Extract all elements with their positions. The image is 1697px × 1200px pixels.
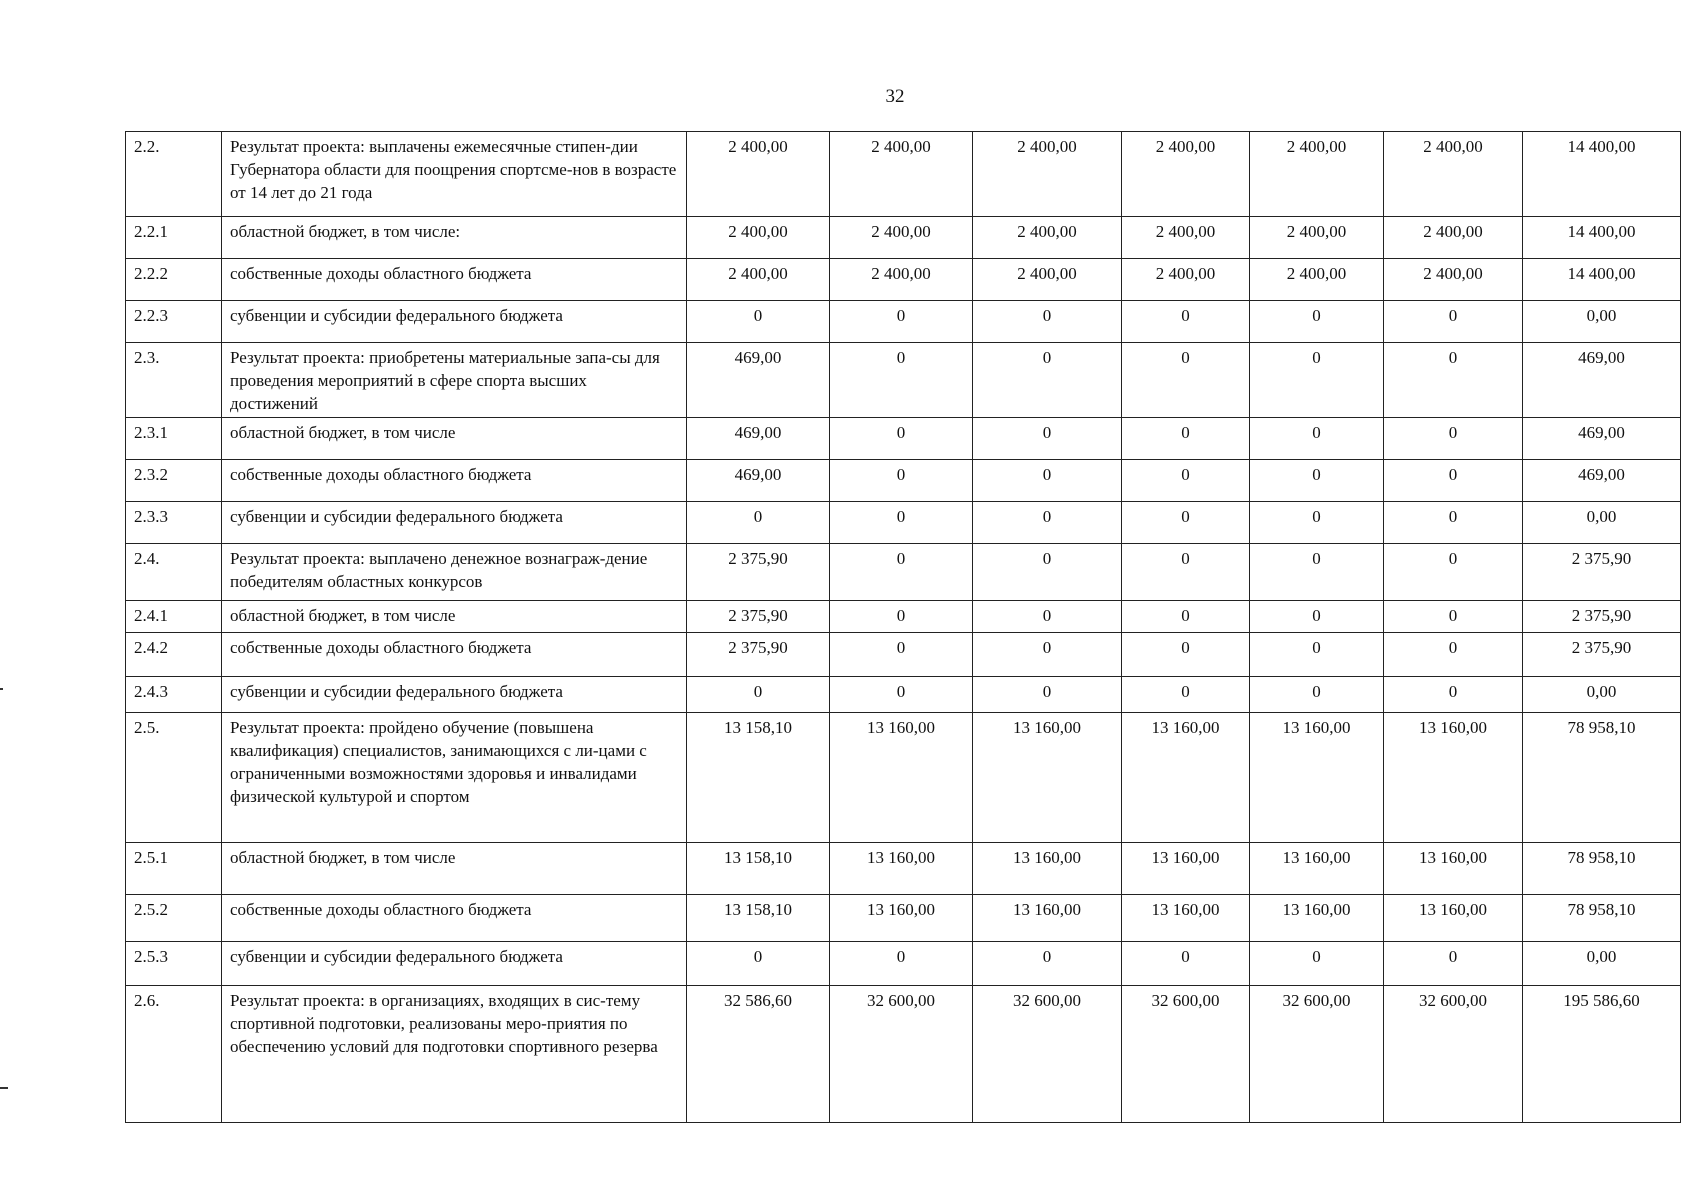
- page-number: 32: [885, 86, 905, 107]
- table-row: [126, 633, 1681, 677]
- row-code: 2.2.3: [126, 301, 222, 343]
- row-value: 32 600,00: [1250, 986, 1384, 1123]
- row-value: 2 400,00: [1384, 259, 1523, 301]
- row-value: 13 158,10: [687, 895, 830, 942]
- row-value: 0: [1250, 677, 1384, 713]
- row-value: 0: [1122, 544, 1250, 601]
- table-row: [126, 677, 1681, 713]
- row-value: 2 400,00: [687, 132, 830, 217]
- row-code: 2.3.2: [126, 460, 222, 502]
- row-value: 0: [1250, 460, 1384, 502]
- row-value: 2 400,00: [1384, 132, 1523, 217]
- row-value: 0: [1122, 418, 1250, 460]
- row-value: 0: [1250, 633, 1384, 677]
- row-value: 2 375,90: [687, 633, 830, 677]
- row-description: областной бюджет, в том числе: [222, 601, 687, 633]
- row-description: Результат проекта: в организациях, входящих в сис-тему спортивной подготовки, реализованы меро-приятия по обеспечению условий для подготовки спортивного резерва: [222, 986, 687, 1123]
- row-code: 2.5.1: [126, 843, 222, 895]
- table-row: [126, 895, 1681, 942]
- row-value: 0: [973, 502, 1122, 544]
- row-value: 469,00: [687, 418, 830, 460]
- row-value: 13 160,00: [830, 713, 973, 843]
- row-value: 32 600,00: [973, 986, 1122, 1123]
- row-code: 2.5.: [126, 713, 222, 843]
- row-value: 0: [1122, 301, 1250, 343]
- row-description: собственные доходы областного бюджета: [222, 460, 687, 502]
- row-total: 14 400,00: [1523, 217, 1681, 259]
- row-description: Результат проекта: приобретены материальные запа-сы для проведения мероприятий в сфере спорта высших достижений: [222, 343, 687, 418]
- row-total: 78 958,10: [1523, 843, 1681, 895]
- row-value: 2 400,00: [1122, 259, 1250, 301]
- table-row: [126, 343, 1681, 418]
- row-value: 0: [1384, 418, 1523, 460]
- row-value: 0: [830, 601, 973, 633]
- row-description: субвенции и субсидии федерального бюджета: [222, 942, 687, 986]
- row-description: Результат проекта: пройдено обучение (повышена квалификация) специалистов, занимающихся с ли-цами с ограниченными возможностями здоровья и инвалидами физической культурой и спортом: [222, 713, 687, 843]
- row-value: 2 400,00: [973, 132, 1122, 217]
- row-value: 2 375,90: [687, 544, 830, 601]
- row-value: 0: [973, 418, 1122, 460]
- row-total: 2 375,90: [1523, 633, 1681, 677]
- row-value: 0: [1384, 460, 1523, 502]
- row-value: 0: [1122, 942, 1250, 986]
- row-value: 0: [1122, 502, 1250, 544]
- row-value: 32 600,00: [1122, 986, 1250, 1123]
- row-value: 0: [830, 677, 973, 713]
- table-row: [126, 601, 1681, 633]
- row-total: 14 400,00: [1523, 259, 1681, 301]
- row-description: собственные доходы областного бюджета: [222, 633, 687, 677]
- row-value: 0: [1250, 343, 1384, 418]
- row-value: 0: [830, 460, 973, 502]
- row-value: 13 160,00: [1250, 713, 1384, 843]
- row-total: 78 958,10: [1523, 895, 1681, 942]
- row-value: 2 400,00: [1250, 132, 1384, 217]
- table-row: [126, 544, 1681, 601]
- table-row: [126, 942, 1681, 986]
- row-value: 13 158,10: [687, 713, 830, 843]
- row-total: 469,00: [1523, 418, 1681, 460]
- row-value: 13 160,00: [973, 895, 1122, 942]
- row-total: 0,00: [1523, 677, 1681, 713]
- row-value: 13 160,00: [830, 843, 973, 895]
- row-total: 0,00: [1523, 502, 1681, 544]
- row-code: 2.3.1: [126, 418, 222, 460]
- row-code: 2.3.3: [126, 502, 222, 544]
- row-value: 469,00: [687, 460, 830, 502]
- row-code: 2.2.: [126, 132, 222, 217]
- row-value: 0: [830, 418, 973, 460]
- row-total: 78 958,10: [1523, 713, 1681, 843]
- row-value: 0: [973, 544, 1122, 601]
- row-description: областной бюджет, в том числе:: [222, 217, 687, 259]
- row-value: 13 160,00: [1384, 895, 1523, 942]
- margin-mark: [0, 1087, 8, 1089]
- row-code: 2.2.1: [126, 217, 222, 259]
- row-description: Результат проекта: выплачены ежемесячные стипен-дии Губернатора области для поощрения спортсме-нов в возрасте от 14 лет до 21 года: [222, 132, 687, 217]
- row-value: 0: [830, 544, 973, 601]
- row-value: 13 158,10: [687, 843, 830, 895]
- row-value: 0: [830, 343, 973, 418]
- row-value: 2 400,00: [830, 259, 973, 301]
- row-value: 13 160,00: [1384, 713, 1523, 843]
- row-value: 0: [973, 677, 1122, 713]
- row-value: 13 160,00: [973, 713, 1122, 843]
- row-value: 2 400,00: [1250, 217, 1384, 259]
- row-value: 0: [1384, 677, 1523, 713]
- row-description: Результат проекта: выплачено денежное вознаграж-дение победителям областных конкурсов: [222, 544, 687, 601]
- row-value: 0: [973, 942, 1122, 986]
- row-value: 0: [1384, 942, 1523, 986]
- table-row: [126, 132, 1681, 217]
- row-value: 2 400,00: [1384, 217, 1523, 259]
- row-value: 0: [1384, 633, 1523, 677]
- row-value: 2 400,00: [973, 217, 1122, 259]
- row-value: 0: [973, 601, 1122, 633]
- row-value: 0: [687, 677, 830, 713]
- row-total: 14 400,00: [1523, 132, 1681, 217]
- row-code: 2.5.3: [126, 942, 222, 986]
- row-value: 0: [830, 633, 973, 677]
- row-total: 195 586,60: [1523, 986, 1681, 1123]
- row-value: 32 600,00: [830, 986, 973, 1123]
- row-value: 2 400,00: [1122, 217, 1250, 259]
- row-value: 469,00: [687, 343, 830, 418]
- budget-table: [125, 131, 1681, 1123]
- row-value: 13 160,00: [1122, 843, 1250, 895]
- row-value: 0: [687, 942, 830, 986]
- row-code: 2.2.2: [126, 259, 222, 301]
- table-row: [126, 986, 1681, 1123]
- row-value: 13 160,00: [1384, 843, 1523, 895]
- row-value: 0: [1384, 544, 1523, 601]
- row-value: 0: [973, 343, 1122, 418]
- row-value: 0: [1384, 343, 1523, 418]
- row-value: 13 160,00: [1122, 895, 1250, 942]
- table-row: [126, 502, 1681, 544]
- row-description: субвенции и субсидии федерального бюджета: [222, 301, 687, 343]
- row-description: собственные доходы областного бюджета: [222, 895, 687, 942]
- row-value: 0: [1250, 502, 1384, 544]
- row-value: 13 160,00: [830, 895, 973, 942]
- row-total: 0,00: [1523, 942, 1681, 986]
- row-description: субвенции и субсидии федерального бюджета: [222, 502, 687, 544]
- table-row: [126, 418, 1681, 460]
- row-value: 13 160,00: [1122, 713, 1250, 843]
- row-value: 0: [1122, 677, 1250, 713]
- row-value: 2 375,90: [687, 601, 830, 633]
- row-value: 0: [1122, 601, 1250, 633]
- row-value: 2 400,00: [687, 217, 830, 259]
- row-value: 2 400,00: [830, 132, 973, 217]
- row-value: 2 400,00: [830, 217, 973, 259]
- table-row: [126, 259, 1681, 301]
- table-row: [126, 301, 1681, 343]
- row-value: 13 160,00: [1250, 843, 1384, 895]
- row-code: 2.3.: [126, 343, 222, 418]
- row-value: 32 586,60: [687, 986, 830, 1123]
- row-value: 2 400,00: [687, 259, 830, 301]
- row-value: 13 160,00: [973, 843, 1122, 895]
- row-value: 32 600,00: [1384, 986, 1523, 1123]
- row-value: 0: [1250, 544, 1384, 601]
- row-description: собственные доходы областного бюджета: [222, 259, 687, 301]
- table-body: [126, 132, 1681, 1123]
- row-value: 2 400,00: [1122, 132, 1250, 217]
- row-value: 0: [973, 460, 1122, 502]
- row-value: 0: [830, 502, 973, 544]
- margin-mark: [0, 688, 3, 690]
- row-value: 0: [973, 633, 1122, 677]
- row-total: 469,00: [1523, 460, 1681, 502]
- row-code: 2.5.2: [126, 895, 222, 942]
- row-value: 0: [830, 942, 973, 986]
- table-row: [126, 713, 1681, 843]
- row-value: 0: [1122, 633, 1250, 677]
- row-code: 2.4.2: [126, 633, 222, 677]
- table-row: [126, 460, 1681, 502]
- row-value: 0: [973, 301, 1122, 343]
- row-value: 0: [1250, 601, 1384, 633]
- row-value: 0: [1250, 942, 1384, 986]
- row-value: 0: [1384, 502, 1523, 544]
- row-value: 2 400,00: [973, 259, 1122, 301]
- row-description: субвенции и субсидии федерального бюджета: [222, 677, 687, 713]
- table-row: [126, 217, 1681, 259]
- row-code: 2.4.1: [126, 601, 222, 633]
- row-value: 13 160,00: [1250, 895, 1384, 942]
- table-row: [126, 843, 1681, 895]
- row-value: 0: [687, 502, 830, 544]
- row-description: областной бюджет, в том числе: [222, 418, 687, 460]
- row-value: 0: [687, 301, 830, 343]
- row-value: 0: [1384, 601, 1523, 633]
- row-total: 2 375,90: [1523, 601, 1681, 633]
- row-total: 469,00: [1523, 343, 1681, 418]
- row-value: 0: [1250, 418, 1384, 460]
- row-total: 2 375,90: [1523, 544, 1681, 601]
- row-code: 2.4.: [126, 544, 222, 601]
- row-code: 2.4.3: [126, 677, 222, 713]
- row-value: 0: [830, 301, 973, 343]
- row-value: 0: [1250, 301, 1384, 343]
- row-value: 2 400,00: [1250, 259, 1384, 301]
- row-value: 0: [1384, 301, 1523, 343]
- row-value: 0: [1122, 343, 1250, 418]
- row-description: областной бюджет, в том числе: [222, 843, 687, 895]
- row-value: 0: [1122, 460, 1250, 502]
- row-code: 2.6.: [126, 986, 222, 1123]
- row-total: 0,00: [1523, 301, 1681, 343]
